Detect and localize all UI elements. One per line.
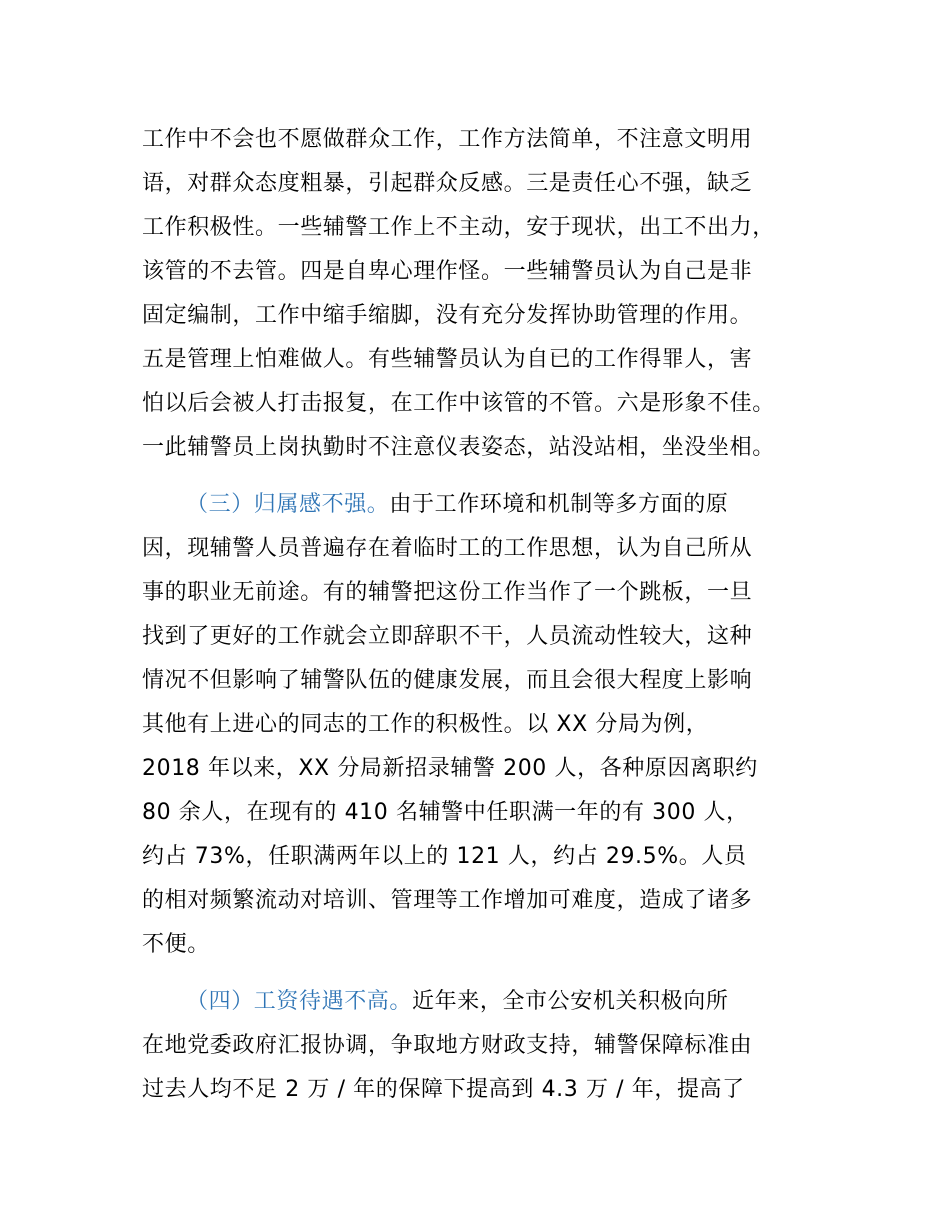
text-line: 固定编制，工作中缩手缩脚，没有充分发挥协助管理的作用。 [142,303,753,328]
text-line: 事的职业无前途。有的辅警把这份工作当作了一个跳板，一旦 [142,580,753,605]
text-line: 过去人均不足 2 万 / 年的保障下提高到 4.3 万 / 年，提高了 [142,1077,745,1102]
text-line: 在地党委政府汇报协调，争取地方财政支持，辅警保障标准由 [142,1033,753,1058]
text-line: 怕以后会被人打击报复，在工作中该管的不管。六是形象不佳。 [142,391,775,416]
section-4-first-line [186,989,728,1015]
text-line: 其他有上进心的同志的工作的积极性。以 XX 分局为例， [142,712,709,737]
text-line: 一此辅警员上岗执勤时不注意仪表姿态，站没站相，坐没坐相。 [142,435,775,460]
text-line: 约占 73%，任职满两年以上的 121 人，约占 29.5%。人员 [142,844,747,869]
text-line: 80 余人，在现有的 410 名辅警中任职满一年的有 300 人， [142,800,749,825]
text-line: 工作中不会也不愿做群众工作，工作方法简单，不注意文明用 [142,127,753,152]
text-line: 因，现辅警人员普遍存在着临时工的工作思想，认为自己所从 [142,536,753,561]
text-line: 五是管理上怕难做人。有些辅警员认为自已的工作得罪人，害 [142,347,753,372]
text-line: 该管的不去管。四是自卑心理作怪。一些辅警员认为自己是非 [142,259,753,284]
text-line: 找到了更好的工作就会立即辞职不干，人员流动性较大，这种 [142,624,753,649]
text-line: 不便。 [142,932,210,957]
section-4-heading: （四）工资待遇不高。 [186,989,413,1014]
section-3-first-line [186,492,728,518]
text-line: 的相对频繁流动对培训、管理等工作增加可难度，造成了诸多 [142,888,753,913]
text-line: 情况不但影响了辅警队伍的健康发展，而且会很大程度上影响 [142,668,753,693]
text-line: 工作积极性。一些辅警工作上不主动，安于现状，出工不出力， [142,215,775,240]
section-3-first-line-text: 由于工作环境和机制等多方面的原 [389,492,729,517]
text-line: 2018 年以来，XX 分局新招录辅警 200 人，各种原因离职约 [142,756,758,781]
section-3-heading: （三）归属感不强。 [186,492,390,517]
text-line: 语，对群众态度粗暴，引起群众反感。三是责任心不强，缺乏 [142,171,753,196]
section-4-first-line-text: 近年来，全市公安机关积极向所 [412,989,729,1014]
